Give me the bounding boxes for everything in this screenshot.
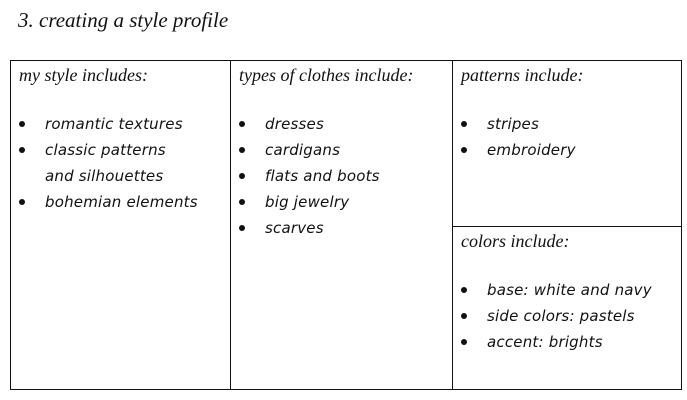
list-item: romantic textures xyxy=(11,111,198,137)
bullet-icon xyxy=(239,173,245,179)
list-item: classic patterns and silhouettes xyxy=(11,137,198,189)
my-style-cell xyxy=(11,61,230,388)
bullet-icon xyxy=(19,121,25,127)
bullet-icon xyxy=(461,287,467,293)
colors-cell xyxy=(453,227,681,388)
colors-list xyxy=(453,277,652,355)
list-item: big jewelry xyxy=(231,189,380,215)
bullet-icon xyxy=(461,147,467,153)
my-style-list xyxy=(11,111,198,215)
bullet-icon xyxy=(461,339,467,345)
clothes-cell xyxy=(231,61,452,388)
patterns-cell xyxy=(453,61,681,226)
list-item: base: white and navy xyxy=(453,277,652,303)
clothes-list xyxy=(231,111,380,241)
my-style-heading: my style includes: xyxy=(19,65,148,85)
list-item: scarves xyxy=(231,215,380,241)
clothes-heading: types of clothes include: xyxy=(239,65,414,85)
list-item: side colors: pastels xyxy=(453,303,652,329)
list-item: bohemian elements xyxy=(11,189,198,215)
list-item: stripes xyxy=(453,111,576,137)
style-profile-table xyxy=(10,60,682,390)
patterns-heading: patterns include: xyxy=(461,65,584,85)
bullet-icon xyxy=(461,121,467,127)
bullet-icon xyxy=(19,199,25,205)
list-item: cardigans xyxy=(231,137,380,163)
patterns-list xyxy=(453,111,576,163)
bullet-icon xyxy=(239,147,245,153)
bullet-icon xyxy=(239,199,245,205)
list-item: accent: brights xyxy=(453,329,652,355)
bullet-icon xyxy=(239,225,245,231)
list-item: flats and boots xyxy=(231,163,380,189)
bullet-icon xyxy=(461,313,467,319)
list-item: embroidery xyxy=(453,137,576,163)
bullet-icon xyxy=(239,121,245,127)
colors-heading: colors include: xyxy=(461,231,570,251)
page-title: 3. creating a style profile xyxy=(18,8,229,32)
bullet-icon xyxy=(19,147,25,153)
list-item: dresses xyxy=(231,111,380,137)
